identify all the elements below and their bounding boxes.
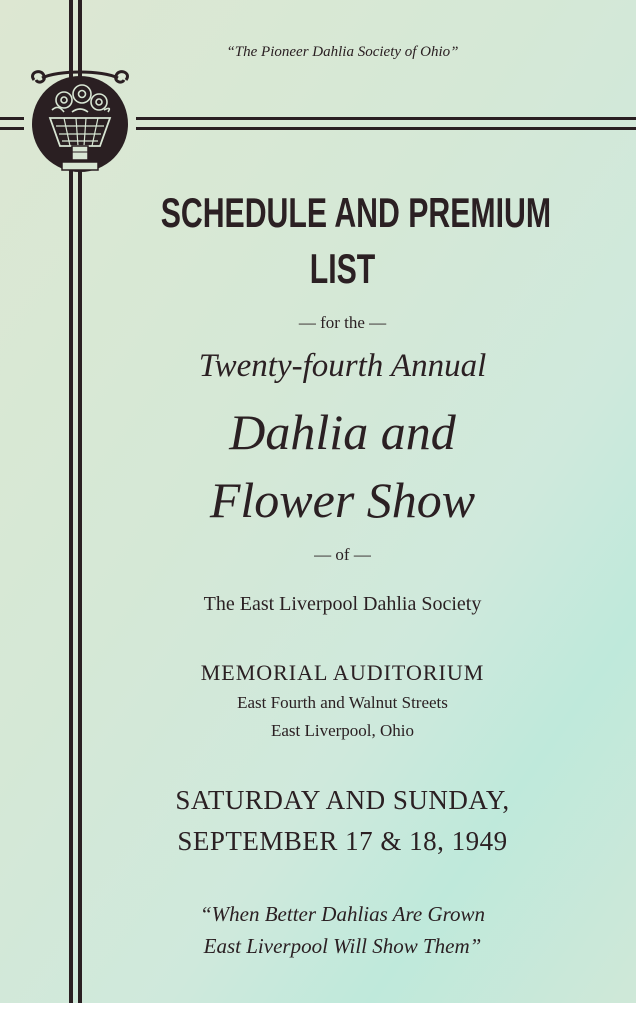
slogan-line-2: East Liverpool Will Show Them” <box>203 934 482 958</box>
date-line-1: SATURDAY AND SUNDAY, <box>175 785 510 815</box>
society-name: The East Liverpool Dahlia Society <box>203 593 482 615</box>
show-title-line-2: Flower Show <box>209 472 476 528</box>
for-the-text: — for the — <box>298 313 387 332</box>
horizontal-rule-top-left <box>0 117 24 120</box>
title-line-1: SCHEDULE AND PREMIUM <box>160 189 552 236</box>
venue-city: East Liverpool, Ohio <box>270 721 415 740</box>
venue-street: East Fourth and Walnut Streets <box>237 693 448 712</box>
venue-name: MEMORIAL AUDITORIUM <box>200 660 485 685</box>
cover-text-panel <box>90 0 595 1003</box>
date-line-2: SEPTEMBER 17 & 18, 1949 <box>177 826 508 856</box>
annual-heading: Twenty-fourth Annual <box>198 348 487 384</box>
show-title-line-1: Dahlia and <box>229 404 456 460</box>
title-line-2: LIST <box>309 245 376 292</box>
of-text: — of — <box>314 545 371 564</box>
horizontal-rule-bottom-left <box>0 127 24 130</box>
slogan-line-1: “When Better Dahlias Are Grown <box>199 902 486 926</box>
society-motto: “The Pioneer Dahlia Society of Ohio” <box>226 44 459 60</box>
